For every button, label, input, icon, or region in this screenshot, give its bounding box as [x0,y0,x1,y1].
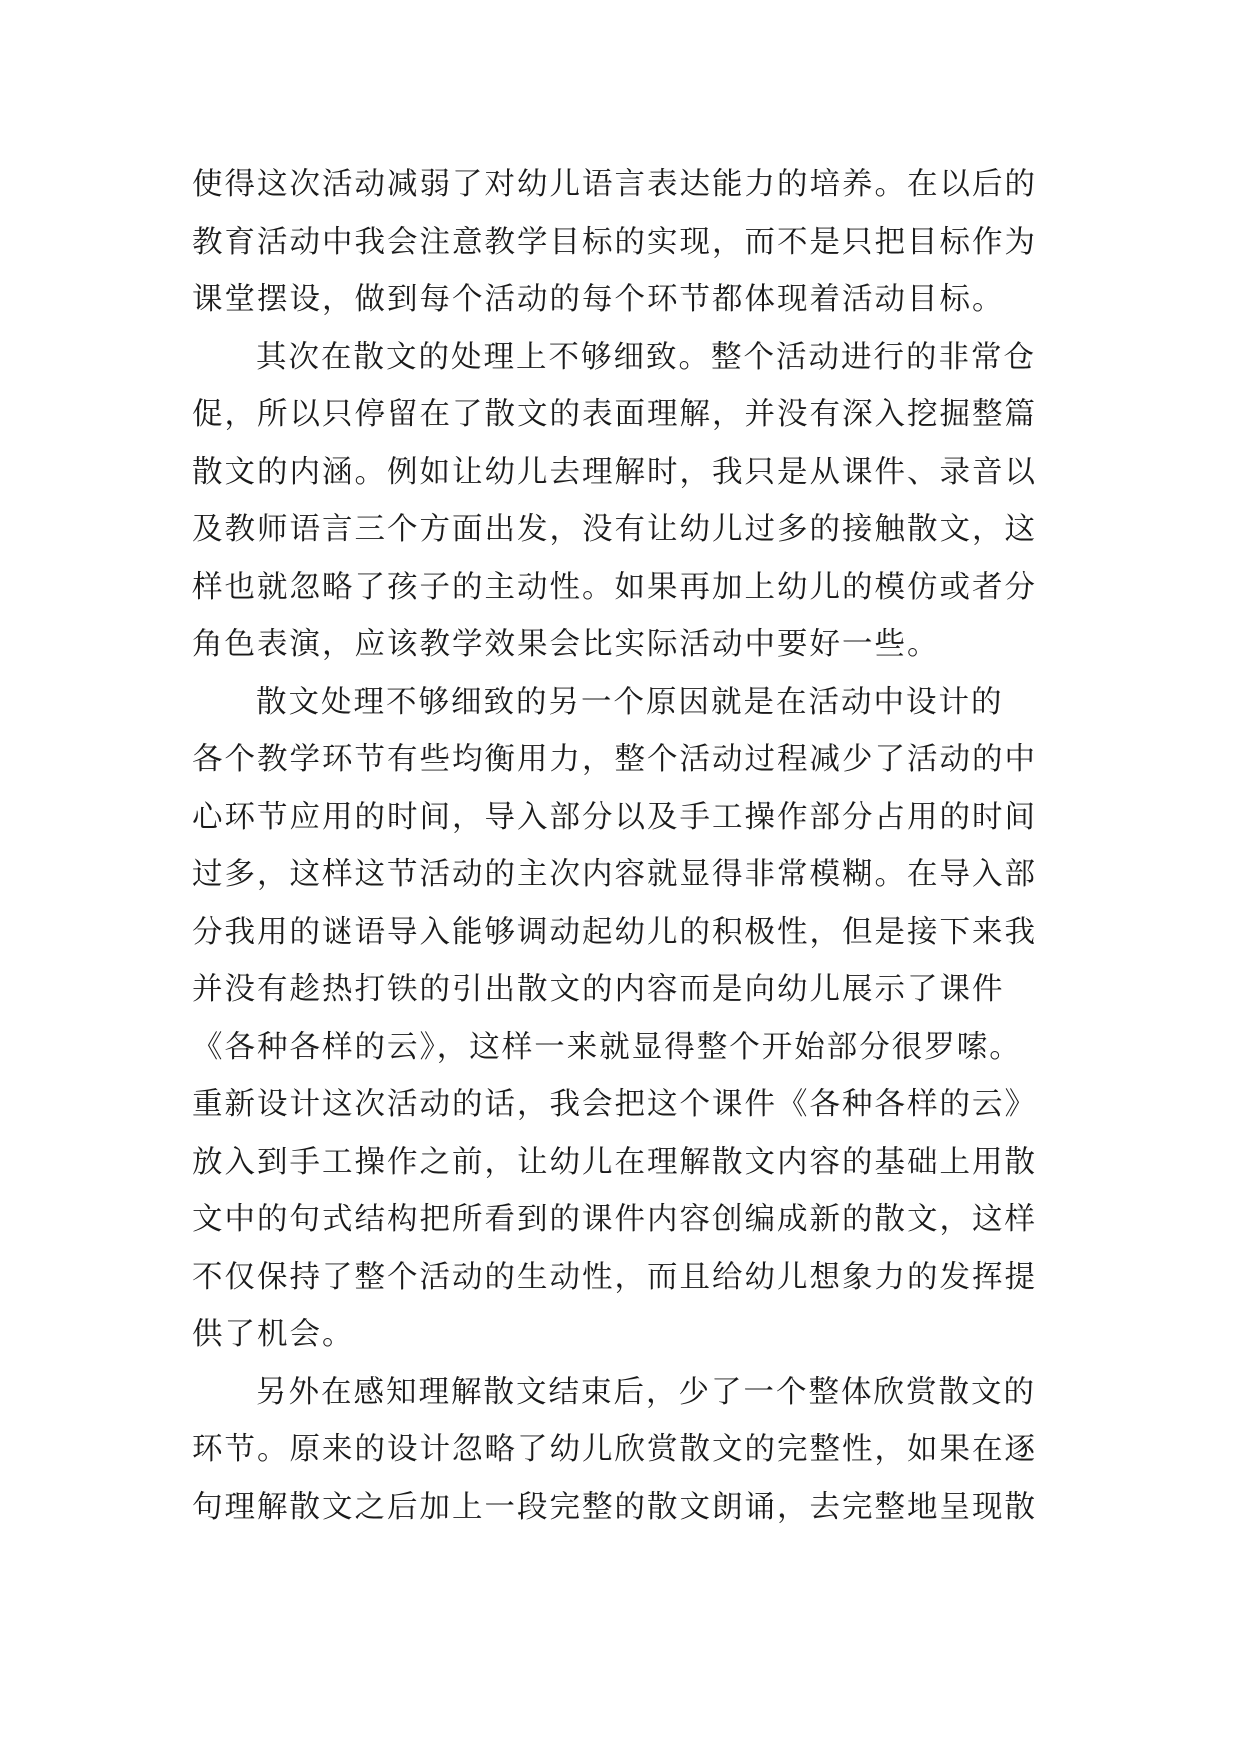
text-line: 供了机会。 [192,1317,355,1352]
paragraph-first-line: 其次在散文的处理上不够细致。整个活动进行的非常仓 [256,339,1036,375]
text-line: 各个教学环节有些均衡用力，整个活动过程减少了活动的中 [192,742,1037,777]
text-line: 课堂摆设，做到每个活动的每个环节都体现着活动目标。 [192,282,1005,317]
text-line: 句理解散文之后加上一段完整的散文朗诵，去完整地呈现散 [192,1489,1037,1525]
text-line: 并没有趁热打铁的引出散文的内容而是向幼儿展示了课件 [192,972,1005,1007]
text-line: 分我用的谜语导入能够调动起幼儿的积极性，但是接下来我 [192,914,1037,950]
text-line: 放入到手工操作之前，让幼儿在理解散文内容的基础上用散 [192,1144,1037,1180]
paragraph-first-line: 散文处理不够细致的另一个原因就是在活动中设计的 [256,684,1004,720]
text-line: 教育活动中我会注意教学目标的实现，而不是只把目标作为 [192,224,1037,260]
text-line: 促，所以只停留在了散文的表面理解，并没有深入挖掘整篇 [192,397,1037,432]
text-line: 《各种各样的云》，这样一来就显得整个开始部分很罗嗦。 [192,1029,1022,1065]
text-line: 使得这次活动减弱了对幼儿语言表达能力的培养。在以后的 [192,167,1037,202]
text-line: 不仅保持了整个活动的生动性，而且给幼儿想象力的发挥提 [192,1259,1037,1295]
text-line: 角色表演，应该教学效果会比实际活动中要好一些。 [192,627,940,662]
text-line: 环节。原来的设计忽略了幼儿欣赏散文的完整性，如果在逐 [192,1432,1037,1467]
text-line: 文中的句式结构把所看到的课件内容创编成新的散文，这样 [192,1202,1037,1237]
text-line: 心环节应用的时间，导入部分以及手工操作部分占用的时间 [192,799,1037,835]
text-line: 样也就忽略了孩子的主动性。如果再加上幼儿的模仿或者分 [192,569,1037,605]
text-line: 过多，这样这节活动的主次内容就显得非常模糊。在导入部 [192,857,1037,892]
text-line: 及教师语言三个方面出发，没有让幼儿过多的接触散文，这 [192,512,1037,547]
text-line: 重新设计这次活动的话，我会把这个课件《各种各样的云》 [192,1087,1037,1122]
text-line: 散文的内涵。例如让幼儿去理解时，我只是从课件、录音以 [192,454,1037,490]
paragraph-first-line: 另外在感知理解散文结束后，少了一个整体欣赏散文的 [256,1374,1036,1410]
body-text [192,156,1052,1536]
